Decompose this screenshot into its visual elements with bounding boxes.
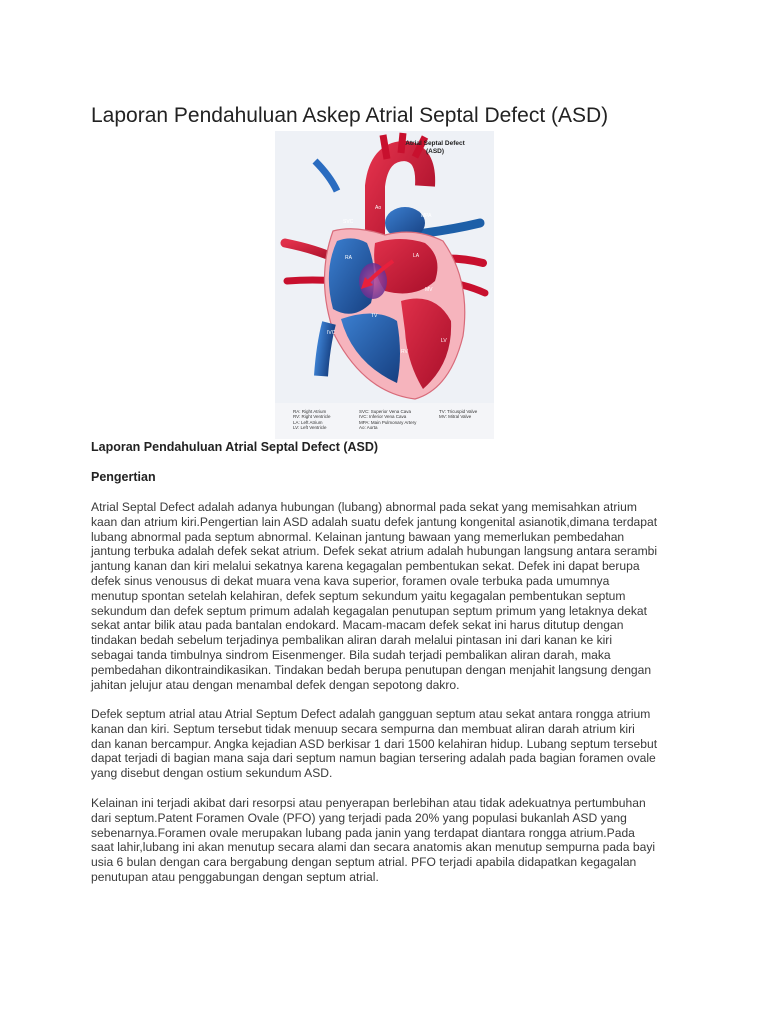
paragraph-line: pembedahan dikontraindikasikan. Tindakan bedah berupa penutupan dengan menjahit langsung dengan — [91, 662, 652, 677]
label-la: LA — [413, 253, 420, 259]
label-svc: SVC — [343, 219, 354, 225]
paragraph-line: sebenarnya.Foramen ovale merupakan lubang pada janin yang terdapat diantara rongga atrium.Pada — [91, 825, 635, 840]
label-lv: LV — [441, 338, 447, 344]
paragraph-line: sekundum dan defek septum primum adalah kegagalan penutupan septum primum yang letaknya dekat — [91, 603, 647, 618]
legend-item: MPA: Main Pulmonary Artery — [359, 419, 417, 425]
legend-item: MV: Mitral Valve — [439, 414, 472, 420]
paragraph-line: kanan dan kiri. Septum tersebut tidak menuup secara sempurna dan membuat aliran darah atrium kiri — [91, 721, 635, 736]
paragraph-line: dan kanan bercampur. Angka kejadian ASD berkisar 1 dari 1500 kelahiran hidup. Lubang septum tersebut — [91, 736, 658, 751]
paragraph-line: saat lahir,lubang ini akan menutup secara alami dan secara anatomis akan menutup sempurna pada bayi — [91, 840, 656, 855]
label-rv: RV — [401, 349, 408, 355]
legend-item: LV: Left Ventricle — [293, 425, 327, 431]
paragraph-1 — [91, 500, 691, 692]
paragraph-line: menutup spontan setelah kelahiran, defek septum sekundum yaitu kegagalan pembentukan septum — [91, 588, 626, 603]
legend-item: IVC: Inferior Vena Cava — [359, 414, 407, 420]
paragraph-line: dari septum.Patent Foramen Ovale (PFO) yang terjadi pada 20% yang populasi bukanlah ASD yang — [91, 810, 627, 825]
legend-item: LA: Left Atrium — [293, 419, 323, 425]
paragraph-line: sebagai tanda timbulnya sindrom Eisenmenger. Bila sudah terjadi pembalikan aliran darah, maka — [91, 647, 611, 662]
legend-item: RV: Right Ventricle — [293, 414, 331, 420]
document-title: Laporan Pendahuluan Askep Atrial Septal Defect (ASD) — [91, 104, 609, 127]
figure-heading-line2: (ASD) — [425, 148, 445, 155]
paragraph-line: jantung kanan dan kiri melalui sekatnya karena kegagalan pembentukan sekat. Defek ini dapat berupa — [91, 559, 640, 574]
paragraph-line: kaan dan atrium kiri.Pengertian lain ASD adalah suatu defek jantung kongenital asianotik,dimana terdapat — [91, 514, 658, 529]
legend-item: TV: Tricuspid Valve — [439, 409, 478, 414]
paragraph-line: usia 6 bulan dengan cara bergabung dengan septum atrial. PFO terjadi apabila didapatkan kegagalan — [91, 855, 637, 870]
paragraph-2 — [91, 707, 691, 781]
legend-item: Ao: Aorta — [359, 425, 378, 431]
aortic-branch-1 — [383, 135, 387, 159]
paragraph-line: jantung terbuka adalah defek sekat atrium. Defek sekat atrium adalah hubungan langsung antara serambi — [91, 544, 658, 559]
label-ivc: IVC — [327, 330, 336, 336]
paragraph-line: Atrial Septal Defect adalah adanya hubungan (lubang) abnormal pada sekat yang memisahkan atrium — [91, 500, 637, 514]
aortic-branch-2 — [401, 133, 403, 153]
paragraph-line: tindakan bedah sebelum terjadinya pembalikan aliran darah melalui pintasan ini dari kanan ke kiri — [91, 633, 613, 648]
paragraph-line: Kelainan ini terjadi akibat dari resorpsi atau penyerapan berlebihan atau tidak adekuatnya pertumbuhan — [91, 796, 646, 810]
legend-item: SVC: Superior Vena Cava — [359, 409, 412, 414]
paragraph-line: penutupan atau penggabungan dengan septum atrial. — [91, 869, 379, 884]
label-tv: TV — [371, 313, 378, 319]
paragraph-line: dapat terjadi di bagian mana saja dari septum namun bagian tersering adalah pada bagian foramen ovale — [91, 751, 656, 766]
legend-column-2 — [359, 409, 416, 431]
paragraph-line: sekat antar bilik atau pada bantalan endokard. Macam-macam defek sekat ini harus ditutup dengan — [91, 618, 624, 633]
paragraph-3 — [91, 796, 691, 885]
label-ao: Ao — [375, 205, 382, 211]
paragraph-line: Defek septum atrial atau Atrial Septum Defect adalah gangguan septum atau sekat antara rongga atrium — [91, 707, 651, 721]
section-heading-pengertian: Pengertian — [91, 470, 156, 484]
paragraph-line: yang disebut dengan ostium sekundum ASD. — [91, 766, 333, 781]
legend-item: RA: Right Atrium — [293, 409, 327, 414]
figure-legend — [275, 403, 494, 439]
document-subtitle: Laporan Pendahuluan Atrial Septal Defect (ASD) — [91, 440, 379, 454]
paragraph-line: lubang abnormal pada septum abnormal. Kelainan jantung bawaan yang memerlukan pembedahan — [91, 529, 625, 544]
figure-heading-line1: Atrial Septal Defect — [405, 140, 465, 147]
paragraph-line: jahitan jelujur atau dengan menambal defek dengan sepotong dakro. — [91, 677, 460, 692]
legend-column-3 — [439, 409, 477, 420]
label-mv: MV — [425, 287, 433, 293]
label-mpa: MPA — [421, 213, 432, 219]
legend-column-1 — [293, 409, 331, 431]
paragraph-line: defek sinus venousus di dekat muara vena kava superior, foramen ovale terbuka pada umumnya — [91, 573, 610, 588]
heart-diagram — [275, 131, 494, 403]
label-ra: RA — [345, 255, 352, 261]
heart-diagram-figure — [275, 131, 494, 439]
